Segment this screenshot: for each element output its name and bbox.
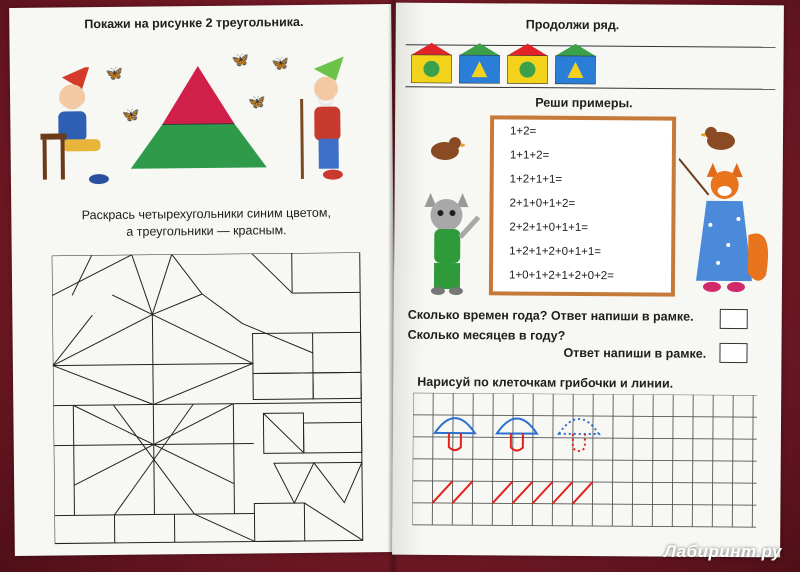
task-color-line1: Раскрась четырехугольники синим цветом, [81, 205, 331, 223]
equation-item: 1+2+1+2+0+1+1= [509, 245, 602, 259]
watermark-logo: Лабиринт.ру [664, 542, 782, 561]
bird-icon [701, 121, 741, 155]
cat-icon [416, 183, 487, 301]
question-months: Сколько месяцев в году? [407, 327, 566, 343]
triangle-figure [128, 63, 269, 172]
house-icon [459, 43, 499, 83]
examples-board [489, 115, 676, 296]
equation-item: 1+2= [509, 125, 537, 138]
left-page [9, 4, 397, 556]
task-solve-title: Реши примеры. [535, 95, 633, 111]
task-color-line2: а треугольники — красным. [126, 223, 287, 239]
question-months-answer: Ответ напиши в рамке. [563, 345, 707, 361]
task-triangles-title: Покажи на рисунке 2 треугольника. [84, 14, 304, 32]
geometric-mosaic [52, 252, 365, 545]
equation-item: 1+0+1+2+1+2+0+2= [508, 269, 614, 283]
right-page [392, 3, 784, 558]
butterfly-icon: 🦋 [231, 51, 250, 68]
question-seasons: Сколько времен года? Ответ напиши в рамке. [407, 307, 694, 324]
equation-item: 1+2+1+1= [509, 173, 563, 186]
equation-item: 2+1+0+1+2= [509, 197, 576, 210]
gnome-standing-icon [292, 54, 373, 185]
task-sequence-title: Продолжи ряд. [525, 17, 620, 33]
butterfly-icon: 🦋 [105, 64, 124, 82]
drawing-grid [412, 393, 757, 531]
house-icon [507, 43, 547, 83]
butterfly-icon: 🦋 [248, 93, 266, 110]
answer-box-months[interactable] [719, 343, 747, 363]
equation-item: 1+1+2= [509, 149, 550, 162]
gnome-sitting-icon [32, 67, 113, 188]
answer-box-seasons[interactable] [720, 309, 748, 329]
equation-item: 2+2+1+0+1+1= [509, 221, 589, 234]
house-icon [411, 43, 451, 83]
butterfly-icon: 🦋 [271, 55, 290, 72]
task-draw-title: Нарисуй по клеточкам грибочки и линии. [417, 374, 674, 391]
task-color-instructions [41, 204, 371, 241]
bird-icon [425, 131, 465, 165]
house-sequence [405, 33, 775, 92]
house-icon [555, 44, 595, 84]
fox-icon [678, 155, 775, 302]
butterfly-icon: 🦋 [122, 106, 140, 123]
